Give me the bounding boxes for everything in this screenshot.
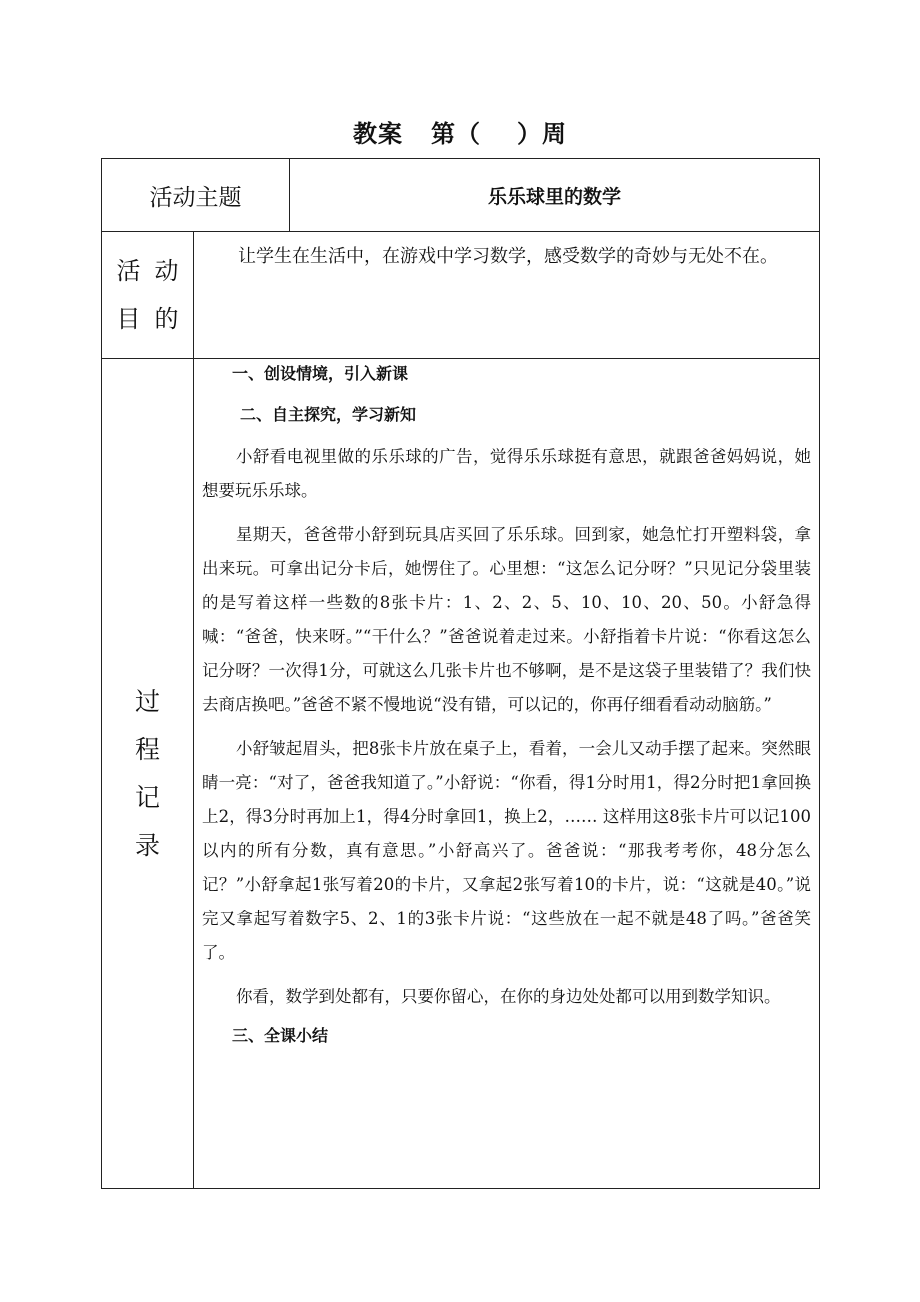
theme-label: 活动主题 [102, 159, 290, 232]
story-paragraph-4: 你看，数学到处都有，只要你留心，在你的身边处处都可以用到数学知识。 [236, 987, 781, 1006]
goal-text: 让学生在生活中，在游戏中学习数学，感受数学的奇妙与无处不在。 [194, 232, 820, 359]
story-paragraph-2: 星期天，爸爸带小舒到玩具店买回了乐乐球。回到家，她急忙打开塑料袋，拿出来玩。可拿出记分卡后，她愣住了。心里想：“这怎么记分呀？”只见记分袋里装的是写着这样一些数的8张卡片：1、2、2、5、10、10、20、50。小舒急得喊：“爸爸，快来呀。”“干什么？”爸爸说着走过来。小舒指着卡片说：“你看这怎么记分呀？一次得1分，可就这么几张卡片也不够啊，是不是这袋子里装错了？我们快去商店换吧。”爸爸不紧不慢地说“没有错，可以记的，你再仔细看看动动脑筋。” [202, 525, 811, 714]
title-week-close: ）周 [517, 120, 567, 148]
process-label-char: 程 [134, 734, 160, 764]
lesson-plan-table [101, 158, 820, 1189]
goal-label [102, 232, 194, 359]
goal-label-line2: 目的 [116, 305, 193, 333]
process-label-char: 记 [134, 782, 160, 812]
process-label-char: 过 [134, 686, 160, 716]
theme-value: 乐乐球里的数学 [290, 159, 820, 232]
theme-row [102, 159, 820, 232]
title-week-open: 第（ [431, 120, 481, 148]
title-lesson-plan: 教案 [353, 120, 403, 148]
process-body [194, 359, 820, 1189]
section-heading-2: 二、自主探究，学习新知 [240, 405, 417, 424]
page-title [0, 116, 920, 152]
story-paragraph-1: 小舒看电视里做的乐乐球的广告，觉得乐乐球挺有意思，就跟爸爸妈妈说，她想要玩乐乐球。 [202, 447, 811, 500]
process-row [102, 359, 820, 1189]
goal-row [102, 232, 820, 359]
goal-label-line1: 活动 [116, 257, 193, 285]
process-label [102, 359, 194, 1189]
story-paragraph-3: 小舒皱起眉头，把8张卡片放在桌子上，看着，一会儿又动手摆了起来。突然眼睛一亮：“对了，爸爸我知道了。”小舒说：“你看，得1分时用1，得2分时把1拿回换上2，得3分时再加上1，得4分时拿回1，换上2，…… 这样用这8张卡片可以记100以内的所有分数，真有意思。”小舒高兴了。爸爸说：“那我考考你，48分怎么记？”小舒拿起1张写着20的卡片，又拿起2张写着10的卡片，说：“这就是40。”说完又拿起写着数字5、2、1的3张卡片说：“这些放在一起不就是48了吗。”爸爸笑了。 [202, 739, 811, 962]
section-heading-3: 三、全课小结 [232, 1026, 329, 1045]
section-heading-1: 一、创设情境，引入新课 [232, 364, 409, 383]
process-label-char: 录 [134, 830, 160, 860]
